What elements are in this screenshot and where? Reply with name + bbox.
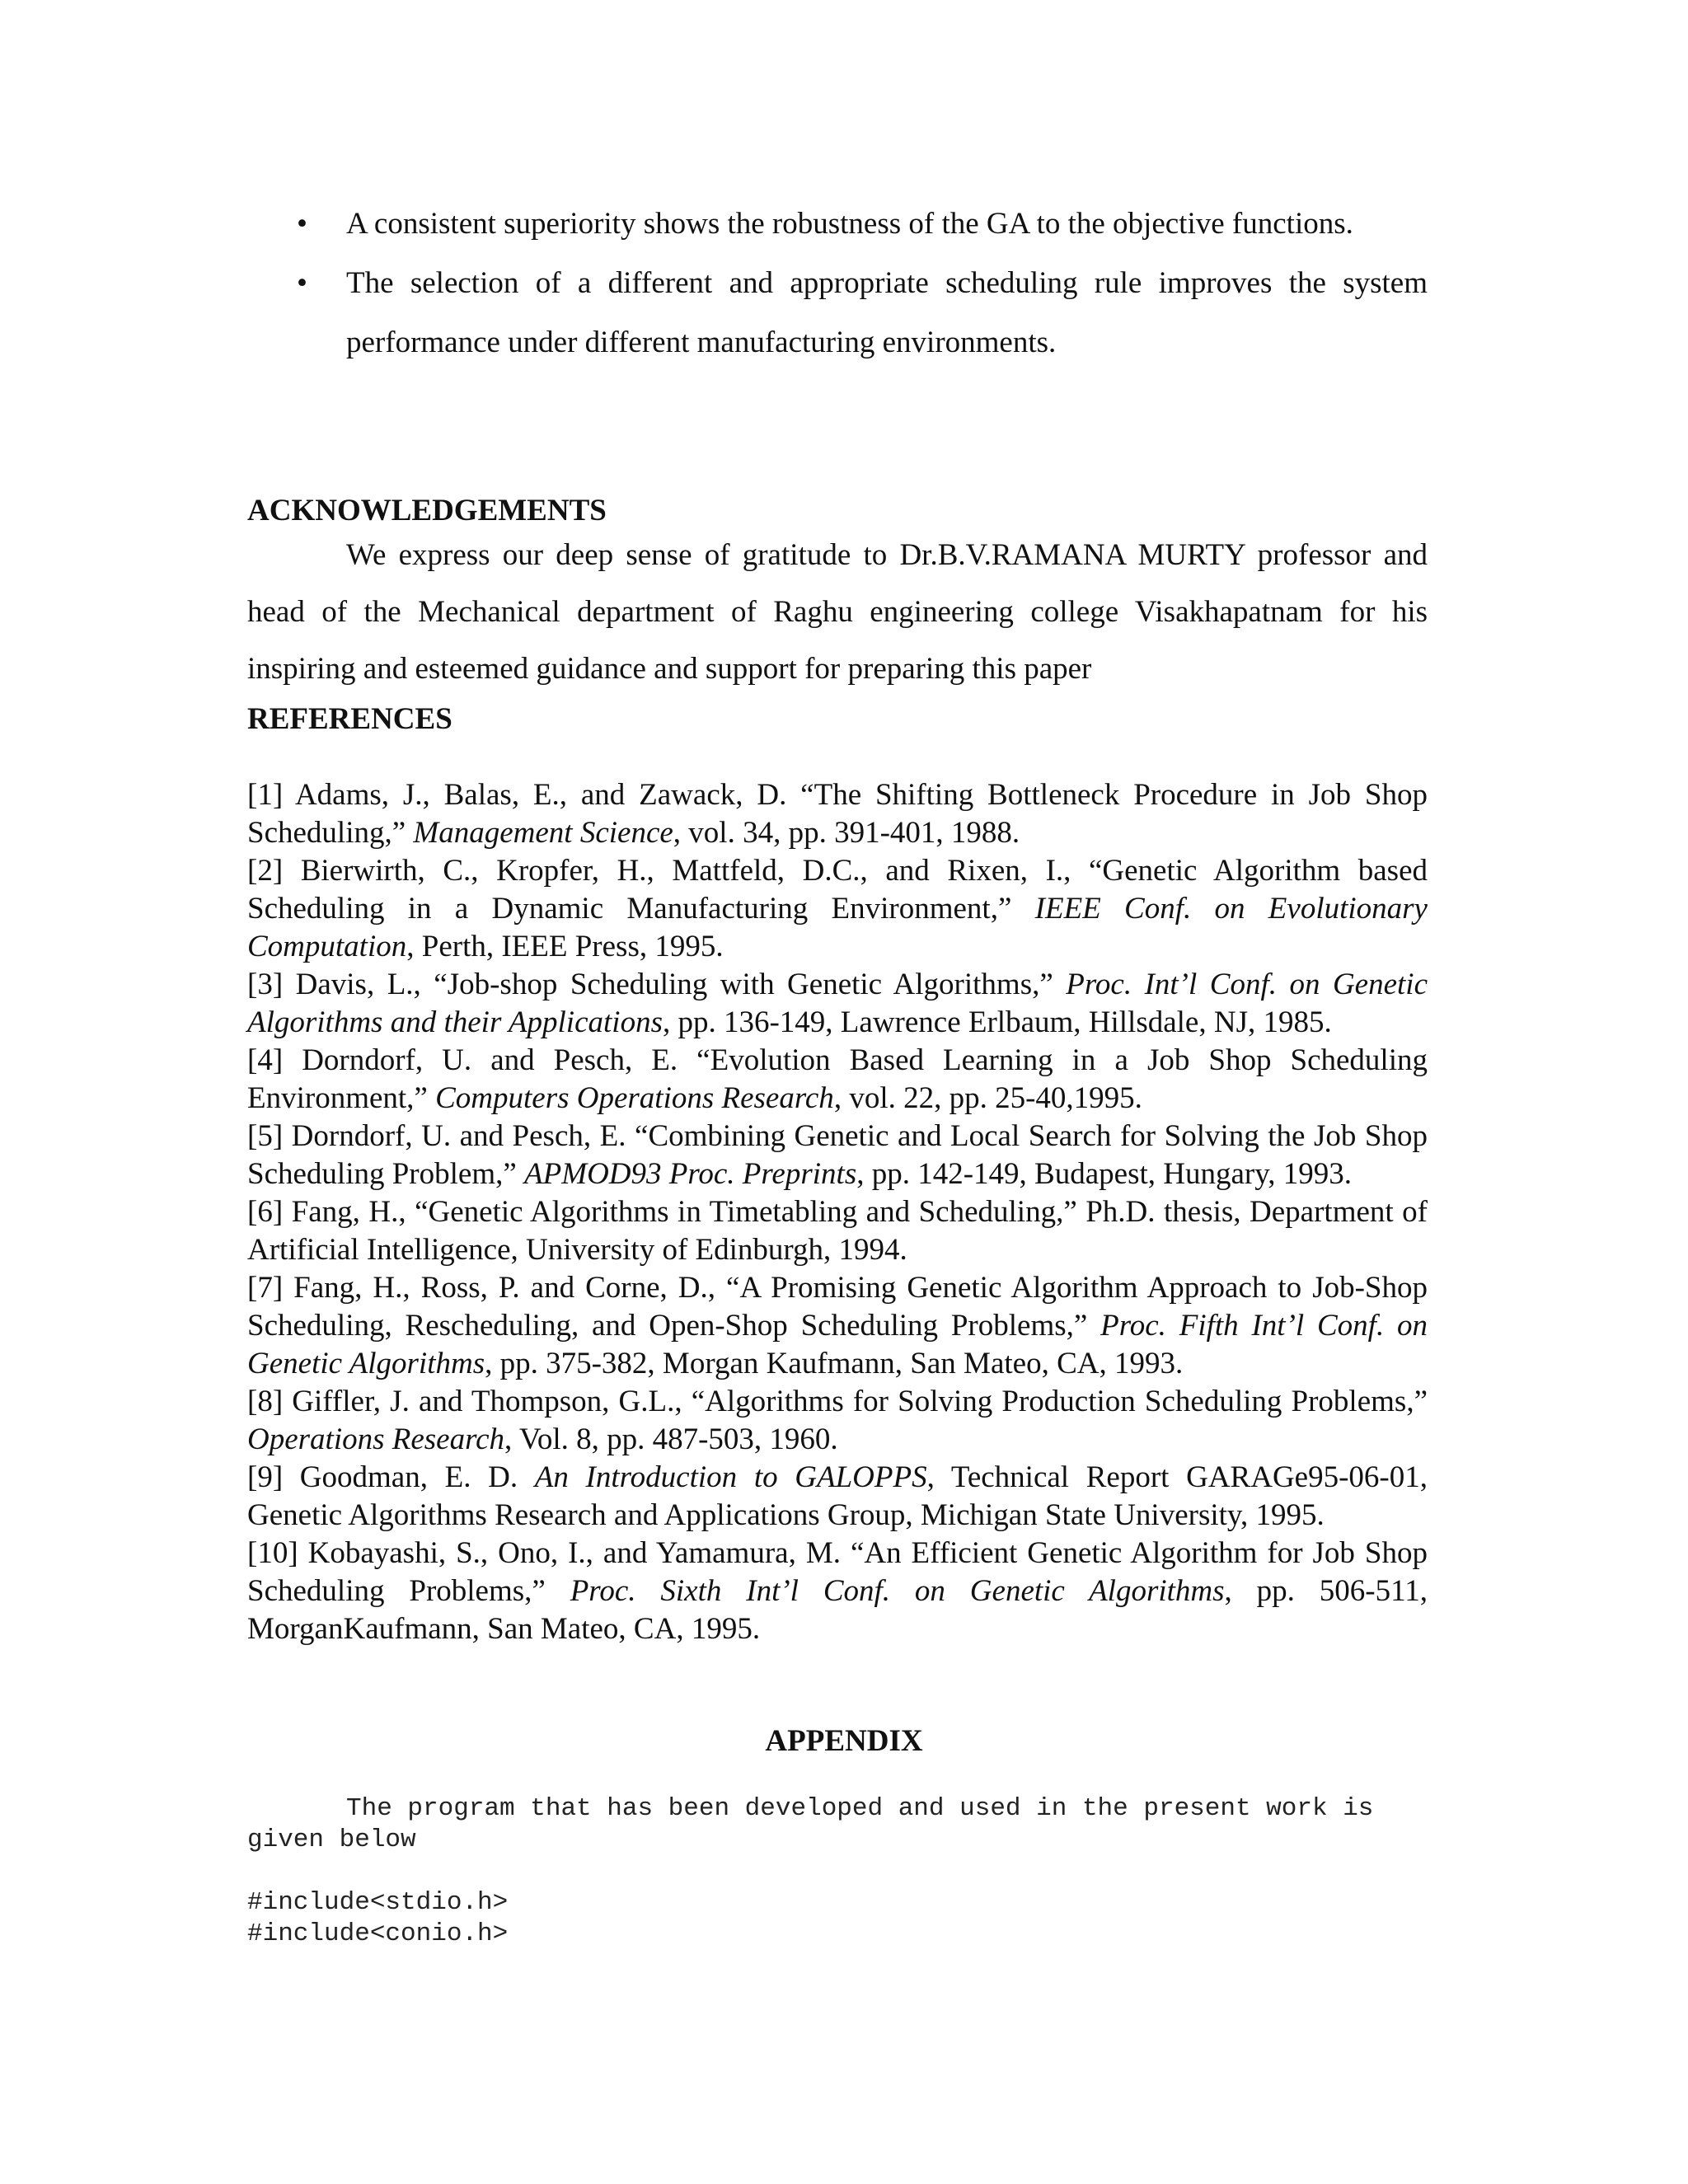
reference-text: [8] Giffler, J. and Thompson, G.L., “Algorithms for Solving Production Scheduling Problems,” xyxy=(247,1385,1428,1418)
reference-details: , pp. 142-149, Budapest, Hungary, 1993. xyxy=(856,1157,1353,1191)
acknowledgements-text: We express our deep sense of gratitude to Dr.B.V.RAMANA MURTY professor and head of the Mechanical department of Raghu engineering college Visakhapatnam for his inspiring and esteemed guidance and support for preparing this paper xyxy=(247,538,1428,686)
acknowledgements-heading: ACKNOWLEDGEMENTS xyxy=(247,494,607,527)
reference-text: [9] Goodman, E. D. xyxy=(247,1460,535,1494)
reference-item xyxy=(247,1042,1428,1118)
appendix-intro: The program that has been developed and used in the present work is given below xyxy=(247,1794,1374,1854)
reference-list xyxy=(247,776,1428,1648)
reference-item xyxy=(247,1118,1428,1193)
reference-text: [6] Fang, H., “Genetic Algorithms in Timetabling and Scheduling,” Ph.D. thesis, Department of Artificial Intelligence, University of Edinburgh, 1994. xyxy=(247,1195,1428,1267)
reference-details: , vol. 22, pp. 25-40,1995. xyxy=(833,1081,1142,1115)
bullet-dot: • xyxy=(297,207,307,241)
bullet-text: The selection of a different and appropriate scheduling rule improves the system performance under different manufacturing environments. xyxy=(346,266,1428,359)
reference-venue: Management Science xyxy=(413,816,673,850)
reference-venue: An Introduction to GALOPPS xyxy=(534,1460,927,1494)
reference-venue: Operations Research xyxy=(247,1422,505,1456)
reference-venue: APMOD93 Proc. Preprints xyxy=(524,1157,857,1191)
reference-item xyxy=(247,1269,1428,1383)
bullet-text: A consistent superiority shows the robustness of the GA to the objective functions. xyxy=(346,207,1353,241)
reference-item xyxy=(247,1459,1428,1535)
references-heading: REFERENCES xyxy=(247,702,452,736)
reference-item xyxy=(247,776,1428,852)
reference-details: , pp. 375-382, Morgan Kaufmann, San Mateo, CA, 1993. xyxy=(485,1347,1184,1380)
reference-details: , pp. 136-149, Lawrence Erlbaum, Hillsdale, NJ, 1985. xyxy=(662,1005,1332,1039)
reference-item xyxy=(247,852,1428,966)
reference-text: [7] Fang, H., Ross, P. and Corne, D., “A Promising Genetic Algorithm Approach to Job-Shop Scheduling, Rescheduling, and Open-Shop Scheduling Problems,” xyxy=(247,1271,1428,1343)
reference-details: , Technical Report GARAGe95-06-01, Genetic Algorithms Research and Applications Group, Michigan State University, 1995. xyxy=(247,1460,1428,1532)
reference-item xyxy=(247,1535,1428,1648)
reference-text: [10] Kobayashi, S., Ono, I., and Yamamura, M. “An Efficient Genetic Algorithm for Job Shop Scheduling Problems,” xyxy=(247,1536,1428,1608)
reference-item xyxy=(247,966,1428,1042)
reference-venue: Computers Operations Research xyxy=(435,1081,834,1115)
reference-details: , pp. 506-511, MorganKaufmann, San Mateo, CA, 1995. xyxy=(247,1574,1428,1646)
reference-details: , Perth, IEEE Press, 1995. xyxy=(406,930,724,963)
reference-venue: IEEE Conf. on Evolutionary Computation xyxy=(247,892,1428,963)
code-line: #include<conio.h> xyxy=(247,1919,509,1948)
reference-venue: Proc. Sixth Int’l Conf. on Genetic Algorithms xyxy=(570,1574,1225,1608)
reference-details: , Vol. 8, pp. 487-503, 1960. xyxy=(504,1422,838,1456)
reference-text: [3] Davis, L., “Job-shop Scheduling with Genetic Algorithms,” xyxy=(247,968,1067,1001)
reference-item xyxy=(247,1383,1428,1459)
reference-venue: Proc. Fifth Int’l Conf. on Genetic Algorithms xyxy=(247,1309,1428,1380)
reference-text: [1] Adams, J., Balas, E., and Zawack, D. “The Shifting Bottleneck Procedure in Job Shop Scheduling,” xyxy=(247,778,1428,850)
reference-text: [5] Dorndorf, U. and Pesch, E. “Combining Genetic and Local Search for Solving the Job Shop Scheduling Problem,” xyxy=(247,1119,1428,1191)
reference-details: , vol. 34, pp. 391-401, 1988. xyxy=(673,816,1020,850)
appendix-code-block xyxy=(247,1793,1428,1950)
reference-item xyxy=(247,1193,1428,1269)
appendix-heading: APPENDIX xyxy=(765,1724,923,1758)
bullet-item xyxy=(247,194,1428,254)
bullet-item xyxy=(247,254,1428,373)
reference-text: [2] Bierwirth, C., Kropfer, H., Mattfeld, D.C., and Rixen, I., “Genetic Algorithm based Scheduling in a Dynamic Manufacturing Environment,” xyxy=(247,854,1428,926)
reference-text: [4] Dorndorf, U. and Pesch, E. “Evolution Based Learning in a Job Shop Scheduling Environment,” xyxy=(247,1043,1428,1115)
bullet-list xyxy=(247,194,1428,373)
reference-venue: Proc. Int’l Conf. on Genetic Algorithms and their Applications xyxy=(247,968,1428,1039)
bullet-dot: • xyxy=(297,266,307,300)
code-line: #include<stdio.h> xyxy=(247,1888,509,1917)
